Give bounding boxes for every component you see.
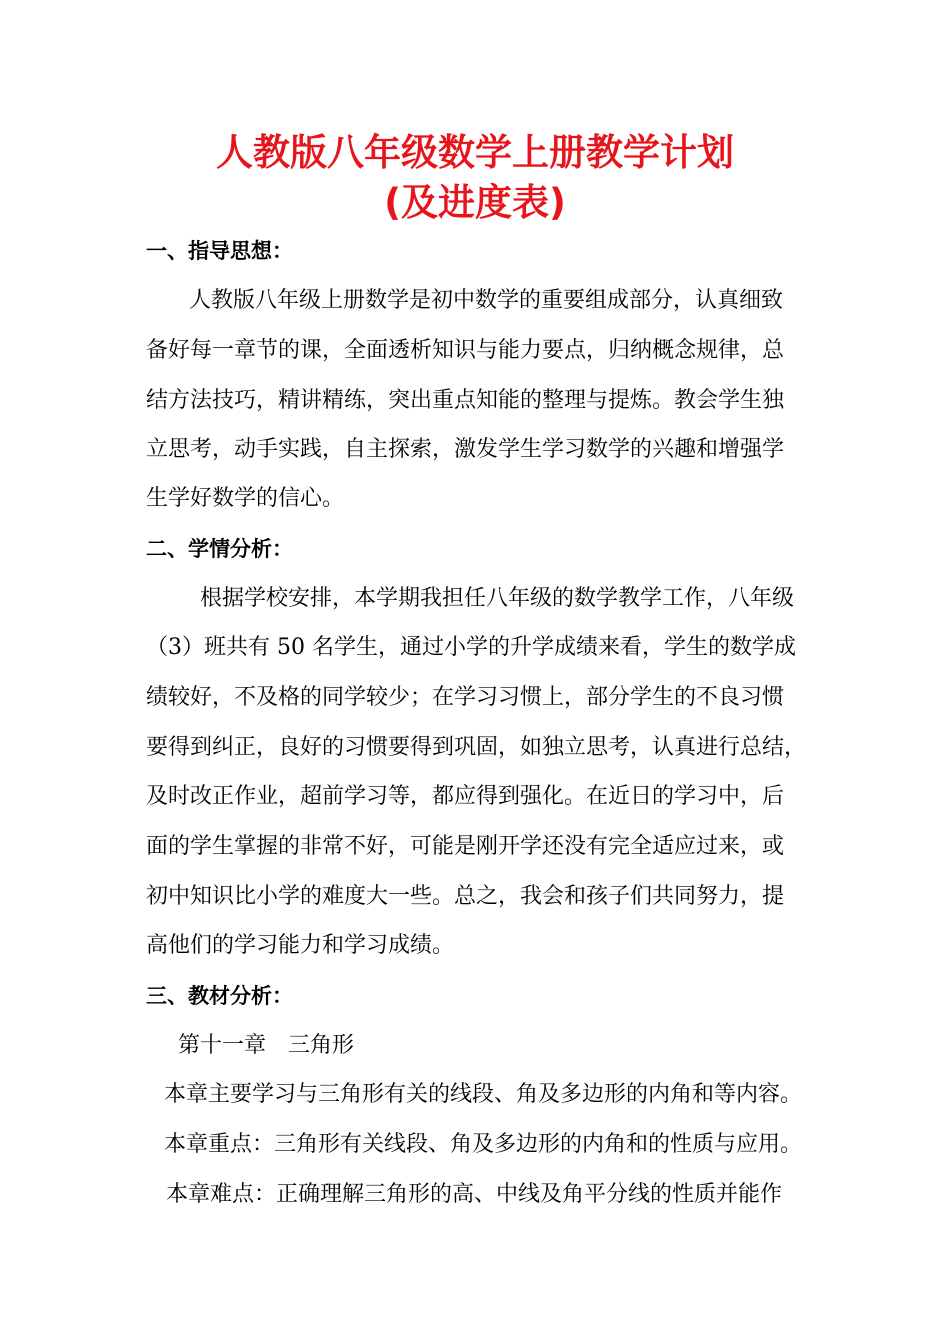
paragraph-line: 生学好数学的信心。 <box>146 486 345 511</box>
paragraph-line: 面的学生掌握的非常不好，可能是刚开学还没有完全适应过来，或 <box>146 834 785 859</box>
paragraph-line: 绩较好，不及格的同学较少；在学习习惯上，部分学生的不良习惯 <box>146 685 785 710</box>
paragraph-line: 根据学校安排，本学期我担任八年级的数学教学工作，八年级 <box>200 586 795 611</box>
paragraph-line: 本章主要学习与三角形有关的线段、角及多边形的内角和等内容。 <box>164 1082 803 1107</box>
section-heading-textbook-analysis: 三、教材分析： <box>146 984 293 1008</box>
paragraph-line: 结方法技巧，精讲精练，突出重点知能的整理与提炼。教会学生独 <box>146 388 785 413</box>
document-subtitle: (及进度表) <box>384 181 566 224</box>
chapter-title: 第十一章 三角形 <box>178 1033 355 1058</box>
paragraph-line: 及时改正作业，超前学习等，都应得到强化。在近日的学习中，后 <box>146 784 785 809</box>
paragraph-line: 本章难点：正确理解三角形的高、中线及角平分线的性质并能作 <box>166 1182 783 1207</box>
paragraph-line: 初中知识比小学的难度大一些。总之，我会和孩子们共同努力，提 <box>146 884 785 909</box>
paragraph-line: 要得到纠正，良好的习惯要得到巩固，如独立思考，认真进行总结， <box>146 735 807 760</box>
paragraph-line: 立思考，动手实践，自主探索，激发学生学习数学的兴趣和增强学 <box>146 437 785 462</box>
paragraph-line: 备好每一章节的课，全面透析知识与能力要点，归纳概念规律，总 <box>146 338 785 363</box>
section-heading-guiding-ideology: 一、指导思想： <box>146 239 293 263</box>
section-heading-student-analysis: 二、学情分析： <box>146 537 293 561</box>
paragraph-line: 本章重点：三角形有关线段、角及多边形的内角和的性质与应用。 <box>164 1132 803 1157</box>
paragraph-line: （3）班共有 50 名学生，通过小学的升学成绩来看，学生的数学成 <box>146 635 796 660</box>
paragraph-line: 高他们的学习能力和学习成绩。 <box>146 933 455 958</box>
document-title: 人教版八年级数学上册教学计划 <box>216 131 734 174</box>
paragraph-line: 人教版八年级上册数学是初中数学的重要组成部分，认真细致 <box>189 288 784 313</box>
